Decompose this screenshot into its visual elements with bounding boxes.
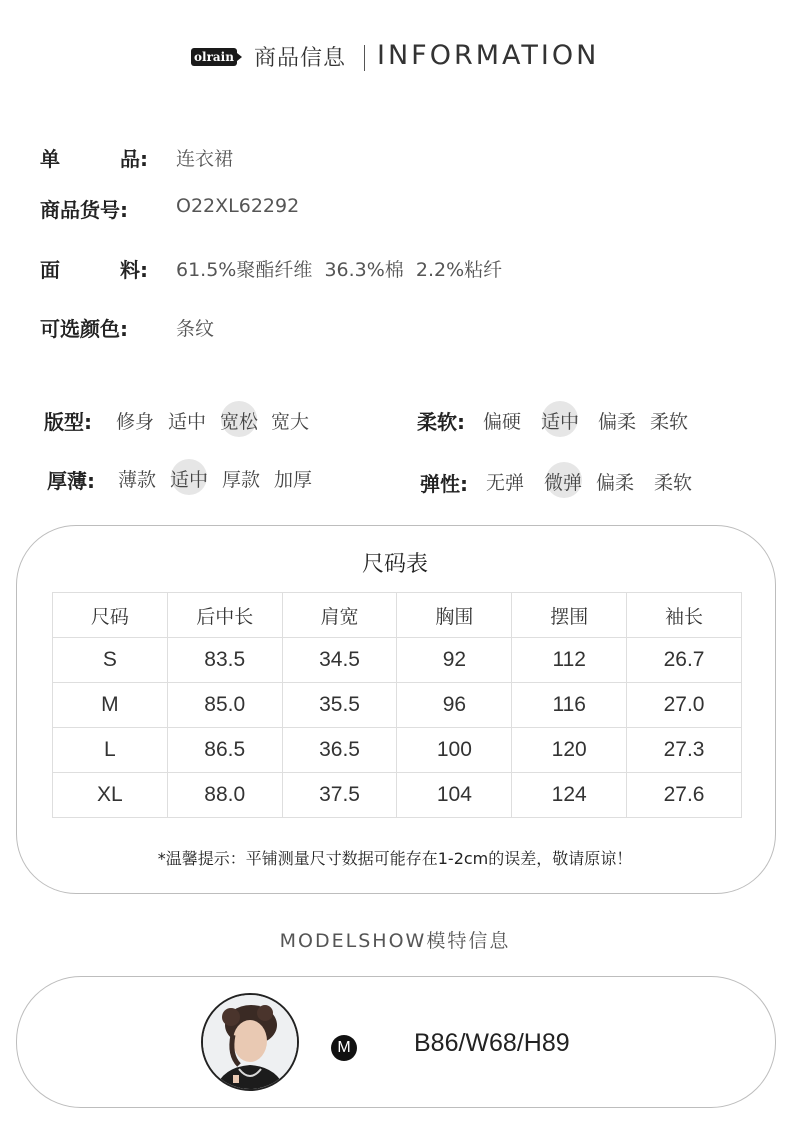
size-table-header-cell: 摆围 — [512, 593, 627, 638]
brand-logo: olrain — [191, 48, 237, 66]
table-row — [53, 728, 742, 773]
model-avatar — [201, 993, 299, 1091]
size-chart-title: 尺码表 — [361, 552, 428, 577]
model-size-badge: M — [331, 1035, 357, 1061]
table-cell: 83.5 — [167, 638, 282, 683]
thickness-label: 厚薄: — [47, 469, 95, 493]
model-portrait-illustration — [203, 995, 297, 1089]
elasticity-option: 柔软 — [654, 472, 693, 494]
fit-label: 版型: — [44, 410, 92, 434]
fabric-label — [40, 254, 148, 283]
softness-option: 柔软 — [650, 411, 689, 433]
fabric-value: 61.5%聚酯纤维 36.3%棉 2.2%粘纤 — [176, 259, 503, 281]
thickness-option: 薄款 — [118, 469, 157, 491]
table-cell: 96 — [397, 683, 512, 728]
table-cell: 100 — [397, 728, 512, 773]
softness-option: 偏柔 — [598, 411, 637, 433]
elasticity-option: 偏柔 — [596, 472, 635, 494]
thickness-option: 加厚 — [274, 469, 313, 491]
size-table-header-cell: 尺码 — [53, 593, 168, 638]
model-measurements: B86/W68/H89 — [414, 1029, 570, 1057]
table-cell: 112 — [512, 638, 627, 683]
softness-option: 偏硬 — [483, 411, 522, 433]
table-cell: 27.0 — [627, 683, 742, 728]
header-title-cn: 商品信息 — [254, 46, 347, 71]
table-cell: 120 — [512, 728, 627, 773]
table-cell: 27.3 — [627, 728, 742, 773]
table-cell: 124 — [512, 773, 627, 818]
thickness-option-selected: 适中 — [170, 469, 209, 491]
item-label-part-1: 单 — [40, 147, 60, 171]
table-cell: 116 — [512, 683, 627, 728]
size-table-header-cell: 后中长 — [167, 593, 282, 638]
elasticity-option: 无弹 — [486, 472, 525, 494]
size-table — [52, 592, 742, 818]
fit-option: 宽大 — [271, 411, 310, 433]
softness-option-selected: 适中 — [541, 411, 580, 433]
fabric-label-part-1: 面 — [40, 258, 60, 282]
size-table-header-row — [53, 593, 742, 638]
fit-option: 修身 — [116, 411, 155, 433]
fabric-label-part-2: 料: — [120, 258, 148, 282]
size-table-header-cell: 胸围 — [397, 593, 512, 638]
table-row — [53, 638, 742, 683]
table-cell: 37.5 — [282, 773, 397, 818]
item-value: 连衣裙 — [176, 148, 234, 170]
table-cell: M — [53, 683, 168, 728]
softness-label: 柔软: — [417, 410, 465, 434]
model-section-title: MODELSHOW模特信息 — [279, 930, 511, 952]
table-cell: 36.5 — [282, 728, 397, 773]
size-chart-note: *温馨提示：平铺测量尺寸数据可能存在1-2cm的误差，敬请原谅！ — [157, 849, 633, 868]
color-label: 可选颜色: — [40, 317, 128, 341]
fit-option: 适中 — [168, 411, 207, 433]
table-cell: 27.6 — [627, 773, 742, 818]
model-info-card — [16, 976, 776, 1108]
table-cell: XL — [53, 773, 168, 818]
header-divider — [364, 45, 365, 71]
sku-label: 商品货号: — [40, 198, 128, 222]
page-header — [0, 38, 790, 78]
logo-arrow-icon — [237, 53, 242, 61]
size-table-header-cell: 袖长 — [627, 593, 742, 638]
color-value: 条纹 — [176, 318, 215, 340]
table-cell: 26.7 — [627, 638, 742, 683]
table-cell: S — [53, 638, 168, 683]
table-cell: 35.5 — [282, 683, 397, 728]
header-title-en: INFORMATION — [377, 40, 600, 71]
item-label — [40, 143, 148, 172]
size-table-header-cell: 肩宽 — [282, 593, 397, 638]
sku-value: O22XL62292 — [176, 195, 300, 217]
elasticity-label: 弹性: — [420, 472, 468, 496]
table-cell: 92 — [397, 638, 512, 683]
elasticity-option-selected: 微弹 — [544, 472, 583, 494]
table-cell: 104 — [397, 773, 512, 818]
table-row — [53, 773, 742, 818]
fit-option-selected: 宽松 — [220, 411, 259, 433]
table-cell: 86.5 — [167, 728, 282, 773]
thickness-option: 厚款 — [222, 469, 261, 491]
table-cell: 85.0 — [167, 683, 282, 728]
table-cell: 34.5 — [282, 638, 397, 683]
table-row — [53, 683, 742, 728]
table-cell: 88.0 — [167, 773, 282, 818]
table-cell: L — [53, 728, 168, 773]
item-label-part-2: 品: — [120, 147, 148, 171]
